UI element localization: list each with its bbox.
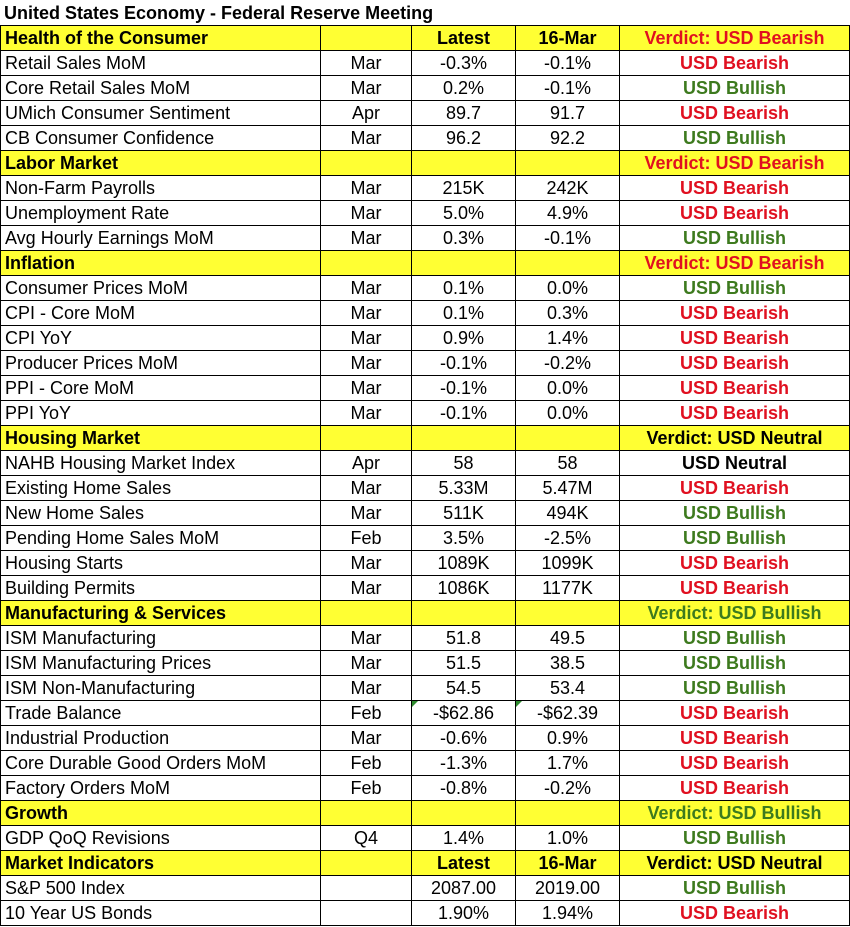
- section-title[interactable]: Inflation: [1, 251, 321, 276]
- indicator-period[interactable]: Mar: [321, 76, 412, 101]
- indicator-latest[interactable]: 0.1%: [412, 276, 516, 301]
- section-verdict[interactable]: Verdict: USD Bullish: [620, 801, 850, 826]
- indicator-verdict[interactable]: USD Bullish: [620, 651, 850, 676]
- section-title[interactable]: Manufacturing & Services: [1, 601, 321, 626]
- indicator-row: [1, 226, 850, 251]
- section-header-row: [1, 801, 850, 826]
- indicator-latest[interactable]: 5.33M: [412, 476, 516, 501]
- indicator-name[interactable]: Core Durable Good Orders MoM: [1, 751, 321, 776]
- indicator-verdict[interactable]: USD Bearish: [620, 176, 850, 201]
- column-header-latest[interactable]: [412, 426, 516, 451]
- section-title[interactable]: Market Indicators: [1, 851, 321, 876]
- indicator-period[interactable]: Mar: [321, 351, 412, 376]
- indicator-period[interactable]: Mar: [321, 301, 412, 326]
- indicator-previous[interactable]: -0.2%: [516, 351, 620, 376]
- indicator-name[interactable]: UMich Consumer Sentiment: [1, 101, 321, 126]
- column-header-previous[interactable]: [516, 426, 620, 451]
- indicator-verdict[interactable]: USD Bearish: [620, 901, 850, 926]
- column-header-previous[interactable]: [516, 151, 620, 176]
- indicator-latest[interactable]: 51.5: [412, 651, 516, 676]
- indicator-row: [1, 551, 850, 576]
- section-header-row: [1, 851, 850, 876]
- indicator-verdict[interactable]: USD Bearish: [620, 351, 850, 376]
- indicator-verdict[interactable]: USD Bearish: [620, 551, 850, 576]
- column-header-latest[interactable]: [412, 151, 516, 176]
- indicator-name[interactable]: New Home Sales: [1, 501, 321, 526]
- indicator-period[interactable]: Mar: [321, 226, 412, 251]
- indicator-row: [1, 276, 850, 301]
- section-header-row: [1, 26, 850, 51]
- section-verdict[interactable]: Verdict: USD Neutral: [620, 426, 850, 451]
- indicator-latest[interactable]: 1089K: [412, 551, 516, 576]
- column-header-latest[interactable]: Latest: [412, 26, 516, 51]
- indicator-name[interactable]: ISM Manufacturing Prices: [1, 651, 321, 676]
- indicator-verdict[interactable]: USD Bearish: [620, 401, 850, 426]
- indicator-name[interactable]: Trade Balance: [1, 701, 321, 726]
- indicator-row: [1, 726, 850, 751]
- indicator-previous[interactable]: 0.0%: [516, 376, 620, 401]
- indicator-name[interactable]: Factory Orders MoM: [1, 776, 321, 801]
- indicator-verdict[interactable]: USD Bearish: [620, 751, 850, 776]
- indicator-verdict[interactable]: USD Bullish: [620, 526, 850, 551]
- indicator-verdict[interactable]: USD Bearish: [620, 201, 850, 226]
- column-header-latest[interactable]: [412, 801, 516, 826]
- indicator-verdict[interactable]: USD Bearish: [620, 326, 850, 351]
- section-verdict[interactable]: Verdict: USD Bullish: [620, 601, 850, 626]
- indicator-previous[interactable]: -0.2%: [516, 776, 620, 801]
- indicator-previous[interactable]: 242K: [516, 176, 620, 201]
- column-header-previous[interactable]: 16-Mar: [516, 26, 620, 51]
- section-header-row: [1, 426, 850, 451]
- column-header-latest[interactable]: Latest: [412, 851, 516, 876]
- indicator-verdict[interactable]: USD Bullish: [620, 276, 850, 301]
- indicator-name[interactable]: Consumer Prices MoM: [1, 276, 321, 301]
- section-verdict[interactable]: Verdict: USD Neutral: [620, 851, 850, 876]
- indicator-row: [1, 401, 850, 426]
- indicator-latest[interactable]: -0.3%: [412, 51, 516, 76]
- indicator-latest[interactable]: 0.2%: [412, 76, 516, 101]
- indicator-previous[interactable]: 1099K: [516, 551, 620, 576]
- indicator-period[interactable]: Mar: [321, 626, 412, 651]
- indicator-name[interactable]: ISM Manufacturing: [1, 626, 321, 651]
- indicator-name[interactable]: ISM Non-Manufacturing: [1, 676, 321, 701]
- indicator-verdict[interactable]: USD Bullish: [620, 876, 850, 901]
- indicator-latest[interactable]: -1.3%: [412, 751, 516, 776]
- indicator-previous[interactable]: 4.9%: [516, 201, 620, 226]
- indicator-name[interactable]: 10 Year US Bonds: [1, 901, 321, 926]
- indicator-latest[interactable]: -0.8%: [412, 776, 516, 801]
- indicator-previous[interactable]: 0.3%: [516, 301, 620, 326]
- indicator-period[interactable]: Mar: [321, 126, 412, 151]
- indicator-period[interactable]: Apr: [321, 101, 412, 126]
- indicator-row: [1, 126, 850, 151]
- indicator-latest[interactable]: 54.5: [412, 676, 516, 701]
- section-period-cell[interactable]: [321, 851, 412, 876]
- indicator-verdict[interactable]: USD Bearish: [620, 376, 850, 401]
- indicator-verdict[interactable]: USD Bullish: [620, 76, 850, 101]
- indicator-period[interactable]: Apr: [321, 451, 412, 476]
- section-header-row: [1, 151, 850, 176]
- indicator-previous[interactable]: 494K: [516, 501, 620, 526]
- column-header-previous[interactable]: [516, 801, 620, 826]
- indicator-name[interactable]: CPI - Core MoM: [1, 301, 321, 326]
- indicator-period[interactable]: Feb: [321, 526, 412, 551]
- indicator-row: [1, 351, 850, 376]
- indicator-name[interactable]: Avg Hourly Earnings MoM: [1, 226, 321, 251]
- indicator-row: [1, 376, 850, 401]
- indicator-latest[interactable]: 89.7: [412, 101, 516, 126]
- section-period-cell[interactable]: [321, 426, 412, 451]
- indicator-period[interactable]: Mar: [321, 676, 412, 701]
- indicator-period[interactable]: Mar: [321, 376, 412, 401]
- indicator-row: [1, 326, 850, 351]
- indicator-previous[interactable]: -0.1%: [516, 51, 620, 76]
- section-title[interactable]: Housing Market: [1, 426, 321, 451]
- indicator-verdict[interactable]: USD Bearish: [620, 776, 850, 801]
- column-header-latest[interactable]: [412, 251, 516, 276]
- indicator-latest[interactable]: -0.1%: [412, 401, 516, 426]
- section-verdict[interactable]: Verdict: USD Bearish: [620, 151, 850, 176]
- indicator-row: [1, 751, 850, 776]
- indicator-verdict[interactable]: USD Bearish: [620, 726, 850, 751]
- section-header-row: [1, 601, 850, 626]
- section-period-cell[interactable]: [321, 801, 412, 826]
- indicator-latest[interactable]: 0.9%: [412, 326, 516, 351]
- economy-table-body: [1, 26, 850, 926]
- indicator-period[interactable]: Mar: [321, 726, 412, 751]
- indicator-name[interactable]: PPI - Core MoM: [1, 376, 321, 401]
- indicator-latest[interactable]: 5.0%: [412, 201, 516, 226]
- indicator-row: [1, 576, 850, 601]
- indicator-latest[interactable]: 2087.00: [412, 876, 516, 901]
- indicator-previous[interactable]: 2019.00: [516, 876, 620, 901]
- indicator-verdict[interactable]: USD Neutral: [620, 451, 850, 476]
- section-period-cell[interactable]: [321, 601, 412, 626]
- indicator-name[interactable]: S&P 500 Index: [1, 876, 321, 901]
- indicator-name[interactable]: PPI YoY: [1, 401, 321, 426]
- indicator-latest[interactable]: 51.8: [412, 626, 516, 651]
- indicator-previous[interactable]: 5.47M: [516, 476, 620, 501]
- indicator-verdict[interactable]: USD Bullish: [620, 826, 850, 851]
- indicator-name[interactable]: CB Consumer Confidence: [1, 126, 321, 151]
- section-period-cell[interactable]: [321, 251, 412, 276]
- indicator-name[interactable]: Non-Farm Payrolls: [1, 176, 321, 201]
- indicator-name[interactable]: Producer Prices MoM: [1, 351, 321, 376]
- indicator-previous[interactable]: -$62.39: [516, 701, 620, 726]
- indicator-row: [1, 701, 850, 726]
- section-verdict[interactable]: Verdict: USD Bearish: [620, 251, 850, 276]
- indicator-latest[interactable]: -0.1%: [412, 376, 516, 401]
- indicator-verdict[interactable]: USD Bullish: [620, 501, 850, 526]
- indicator-verdict[interactable]: USD Bullish: [620, 626, 850, 651]
- indicator-period[interactable]: Mar: [321, 551, 412, 576]
- indicator-verdict[interactable]: USD Bearish: [620, 476, 850, 501]
- column-header-latest[interactable]: [412, 601, 516, 626]
- indicator-previous[interactable]: 0.9%: [516, 726, 620, 751]
- indicator-row: [1, 651, 850, 676]
- indicator-latest[interactable]: 58: [412, 451, 516, 476]
- indicator-latest[interactable]: 3.5%: [412, 526, 516, 551]
- indicator-period[interactable]: Mar: [321, 651, 412, 676]
- indicator-previous[interactable]: 0.0%: [516, 276, 620, 301]
- indicator-period[interactable]: Feb: [321, 751, 412, 776]
- indicator-latest[interactable]: 0.1%: [412, 301, 516, 326]
- indicator-previous[interactable]: 1.4%: [516, 326, 620, 351]
- indicator-period[interactable]: Feb: [321, 701, 412, 726]
- indicator-previous[interactable]: 58: [516, 451, 620, 476]
- indicator-period[interactable]: Mar: [321, 576, 412, 601]
- indicator-period[interactable]: Mar: [321, 276, 412, 301]
- indicator-previous[interactable]: 0.0%: [516, 401, 620, 426]
- section-title[interactable]: Labor Market: [1, 151, 321, 176]
- section-header-row: [1, 251, 850, 276]
- indicator-row: [1, 826, 850, 851]
- indicator-period[interactable]: Mar: [321, 501, 412, 526]
- indicator-name[interactable]: NAHB Housing Market Index: [1, 451, 321, 476]
- column-header-previous[interactable]: [516, 251, 620, 276]
- indicator-row: [1, 501, 850, 526]
- indicator-latest[interactable]: 1086K: [412, 576, 516, 601]
- indicator-period[interactable]: Mar: [321, 326, 412, 351]
- indicator-latest[interactable]: 1.4%: [412, 826, 516, 851]
- indicator-period[interactable]: Mar: [321, 476, 412, 501]
- indicator-row: [1, 201, 850, 226]
- indicator-name[interactable]: Existing Home Sales: [1, 476, 321, 501]
- indicator-previous[interactable]: -0.1%: [516, 226, 620, 251]
- indicator-previous[interactable]: 53.4: [516, 676, 620, 701]
- indicator-period[interactable]: Mar: [321, 401, 412, 426]
- indicator-previous[interactable]: 92.2: [516, 126, 620, 151]
- indicator-row: [1, 776, 850, 801]
- indicator-row: [1, 101, 850, 126]
- sheet-title: United States Economy - Federal Reserve Meeting: [4, 3, 434, 23]
- indicator-latest[interactable]: 0.3%: [412, 226, 516, 251]
- indicator-verdict[interactable]: USD Bearish: [620, 51, 850, 76]
- indicator-latest[interactable]: 96.2: [412, 126, 516, 151]
- indicator-name[interactable]: Pending Home Sales MoM: [1, 526, 321, 551]
- indicator-period[interactable]: Q4: [321, 826, 412, 851]
- section-period-cell[interactable]: [321, 151, 412, 176]
- indicator-previous[interactable]: 1177K: [516, 576, 620, 601]
- column-header-previous[interactable]: 16-Mar: [516, 851, 620, 876]
- indicator-row: [1, 476, 850, 501]
- indicator-previous[interactable]: 49.5: [516, 626, 620, 651]
- section-period-cell[interactable]: [321, 26, 412, 51]
- indicator-verdict[interactable]: USD Bearish: [620, 701, 850, 726]
- indicator-row: [1, 51, 850, 76]
- indicator-previous[interactable]: -2.5%: [516, 526, 620, 551]
- indicator-row: [1, 76, 850, 101]
- indicator-row: [1, 526, 850, 551]
- column-header-previous[interactable]: [516, 601, 620, 626]
- indicator-latest[interactable]: -0.1%: [412, 351, 516, 376]
- indicator-verdict[interactable]: USD Bearish: [620, 101, 850, 126]
- indicator-period[interactable]: Mar: [321, 201, 412, 226]
- economy-table: [0, 25, 850, 926]
- indicator-row: [1, 901, 850, 926]
- indicator-latest[interactable]: 215K: [412, 176, 516, 201]
- indicator-verdict[interactable]: USD Bearish: [620, 576, 850, 601]
- section-title[interactable]: Health of the Consumer: [1, 26, 321, 51]
- indicator-name[interactable]: Building Permits: [1, 576, 321, 601]
- indicator-latest[interactable]: 511K: [412, 501, 516, 526]
- indicator-period[interactable]: Mar: [321, 51, 412, 76]
- indicator-latest[interactable]: -$62.86: [412, 701, 516, 726]
- indicator-period[interactable]: Feb: [321, 776, 412, 801]
- indicator-previous[interactable]: -0.1%: [516, 76, 620, 101]
- indicator-row: [1, 176, 850, 201]
- indicator-previous[interactable]: 1.0%: [516, 826, 620, 851]
- indicator-latest[interactable]: -0.6%: [412, 726, 516, 751]
- indicator-verdict[interactable]: USD Bullish: [620, 226, 850, 251]
- indicator-name[interactable]: GDP QoQ Revisions: [1, 826, 321, 851]
- indicator-verdict[interactable]: USD Bullish: [620, 676, 850, 701]
- indicator-row: [1, 626, 850, 651]
- indicator-period[interactable]: Mar: [321, 176, 412, 201]
- indicator-name[interactable]: Housing Starts: [1, 551, 321, 576]
- indicator-name[interactable]: Core Retail Sales MoM: [1, 76, 321, 101]
- indicator-name[interactable]: CPI YoY: [1, 326, 321, 351]
- indicator-row: [1, 451, 850, 476]
- indicator-latest[interactable]: 1.90%: [412, 901, 516, 926]
- indicator-verdict[interactable]: USD Bullish: [620, 126, 850, 151]
- indicator-previous[interactable]: 1.7%: [516, 751, 620, 776]
- indicator-period[interactable]: [321, 876, 412, 901]
- indicator-previous[interactable]: 91.7: [516, 101, 620, 126]
- indicator-name[interactable]: Industrial Production: [1, 726, 321, 751]
- indicator-row: [1, 876, 850, 901]
- section-verdict[interactable]: Verdict: USD Bearish: [620, 26, 850, 51]
- indicator-row: [1, 301, 850, 326]
- indicator-previous[interactable]: 1.94%: [516, 901, 620, 926]
- indicator-name[interactable]: Retail Sales MoM: [1, 51, 321, 76]
- indicator-verdict[interactable]: USD Bearish: [620, 301, 850, 326]
- indicator-name[interactable]: Unemployment Rate: [1, 201, 321, 226]
- indicator-period[interactable]: [321, 901, 412, 926]
- indicator-previous[interactable]: 38.5: [516, 651, 620, 676]
- indicator-row: [1, 676, 850, 701]
- section-title[interactable]: Growth: [1, 801, 321, 826]
